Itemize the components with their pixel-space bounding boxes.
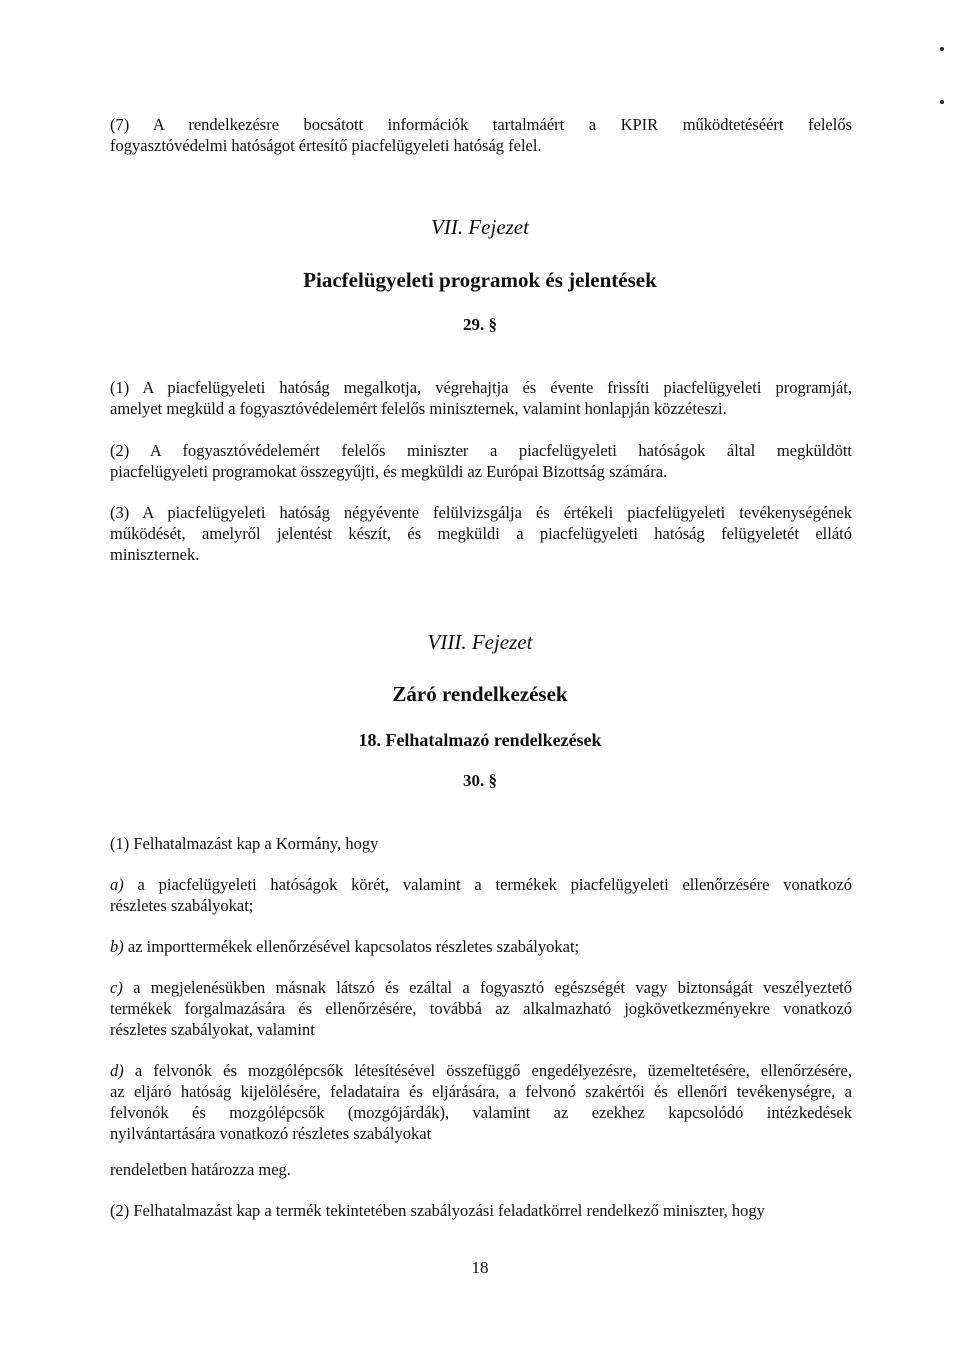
subheading-18: 18. Felhatalmazó rendelkezések — [358, 730, 602, 750]
point-d-line-2: az eljáró hatóság kijelölésére, feladataira és eljárására, a felvonó szakértői és ellenőri tevékenységre, a — [110, 1082, 852, 1101]
section-30-paragraph-2-line-1: (2) Felhatalmazást kap a termék tekintetében szabályozási feladatkörrel rendelkező miniszter, hogy — [110, 1201, 765, 1220]
point-d — [110, 1060, 852, 1144]
section-29-title: 29. § — [463, 315, 497, 334]
chapter-7-heading: Piacfelügyeleti programok és jelentések — [303, 268, 657, 292]
point-a-line-1-text: a piacfelügyeleti hatóságok körét, valamint a termékek piacfelügyeleti ellenőrzésére vonatkozó — [123, 875, 852, 894]
point-b-line-1-text: az importtermékek ellenőrzésével kapcsolatos részletes szabályokat; — [123, 937, 580, 956]
chapter-7-title: VII. Fejezet — [431, 215, 529, 239]
section-30-paragraph-2 — [110, 1200, 852, 1221]
point-c — [110, 977, 852, 1040]
point-c-line-2: termékek forgalmazására és ellenőrzésére, továbbá az alkalmazható jogkövetkezményekre vonatkozó — [110, 999, 852, 1018]
section-29-paragraph-2-line-2: piacfelügyeleti programokat összegyűjti, és megküldi az Európai Bizottság számára. — [110, 462, 668, 481]
point-c-line-3: részletes szabályokat, valamint — [110, 1020, 315, 1039]
chapter-8-heading: Záró rendelkezések — [392, 682, 568, 706]
point-c-line-1-text: a megjelenésükben másnak látszó és ezáltal a fogyasztó egészségét vagy biztonságát veszélyeztető — [122, 978, 852, 997]
point-d-line-3: felvonók és mozgólépcsők (mozgójárdák), valamint az ezekhez kapcsolódó intézkedések — [110, 1103, 852, 1122]
section-29-paragraph-3-line-3: miniszternek. — [110, 545, 200, 564]
closing-line-text: rendeletben határozza meg. — [110, 1160, 291, 1179]
point-b-line-1 — [110, 936, 852, 957]
section-29-paragraph-3-line-1: (3) A piacfelügyeleti hatóság négyévente felülvizsgálja és értékeli piacfelügyeleti tevékenységének — [110, 503, 852, 522]
section-30-title: 30. § — [463, 771, 497, 790]
point-d-line-1-text: a felvonók és mozgólépcsők létesítésével összefüggő engedélyezésre, üzemeltetésére, ellenőrzésére, — [123, 1061, 852, 1080]
paragraph-7-line-2: fogyasztóvédelmi hatóságot értesítő piacfelügyeleti hatóság felel. — [110, 136, 542, 155]
point-d-line-4: nyilvántartására vonatkozó részletes szabályokat — [110, 1124, 432, 1143]
point-a-line-1 — [110, 874, 852, 895]
point-b — [110, 936, 852, 957]
section-29-paragraph-1 — [110, 377, 852, 419]
paragraph-7-line-1: (7) A rendelkezésre bocsátott információk tartalmáért a KPIR működtetéséért felelős — [110, 115, 852, 134]
point-a — [110, 874, 852, 916]
point-c-line-1 — [110, 977, 852, 998]
paragraph-7 — [110, 114, 852, 156]
section-30-intro-text: (1) Felhatalmazást kap a Kormány, hogy — [110, 834, 379, 853]
section-29-paragraph-1-line-1: (1) A piacfelügyeleti hatóság megalkotja, végrehajtja és évente frissíti piacfelügyeleti programját, — [110, 378, 852, 397]
point-d-line-1 — [110, 1060, 852, 1081]
page-number: 18 — [471, 1258, 489, 1277]
section-30-intro — [110, 833, 852, 854]
closing-line — [110, 1159, 852, 1180]
section-29-paragraph-3-line-2: működését, amelyről jelentést készít, és megküldi a piacfelügyeleti hatóság felügyeletét ellátó — [110, 524, 852, 543]
scan-dot-second — [940, 100, 944, 104]
section-29-paragraph-3 — [110, 502, 852, 565]
scan-dot-top — [940, 47, 944, 51]
section-29-paragraph-1-line-2: amelyet megküld a fogyasztóvédelemért felelős miniszternek, valamint honlapján közzéteszi. — [110, 399, 727, 418]
point-c-label: c) — [110, 978, 123, 997]
point-d-label: d) — [110, 1061, 124, 1080]
point-a-line-2: részletes szabályokat; — [110, 896, 254, 915]
point-b-label: b) — [110, 937, 124, 956]
section-29-paragraph-2-line-1: (2) A fogyasztóvédelemért felelős miniszter a piacfelügyeleti hatóságok által megküldött — [110, 441, 852, 460]
point-a-label: a) — [110, 875, 124, 894]
chapter-8-title: VIII. Fejezet — [427, 630, 533, 654]
section-29-paragraph-2 — [110, 440, 852, 482]
